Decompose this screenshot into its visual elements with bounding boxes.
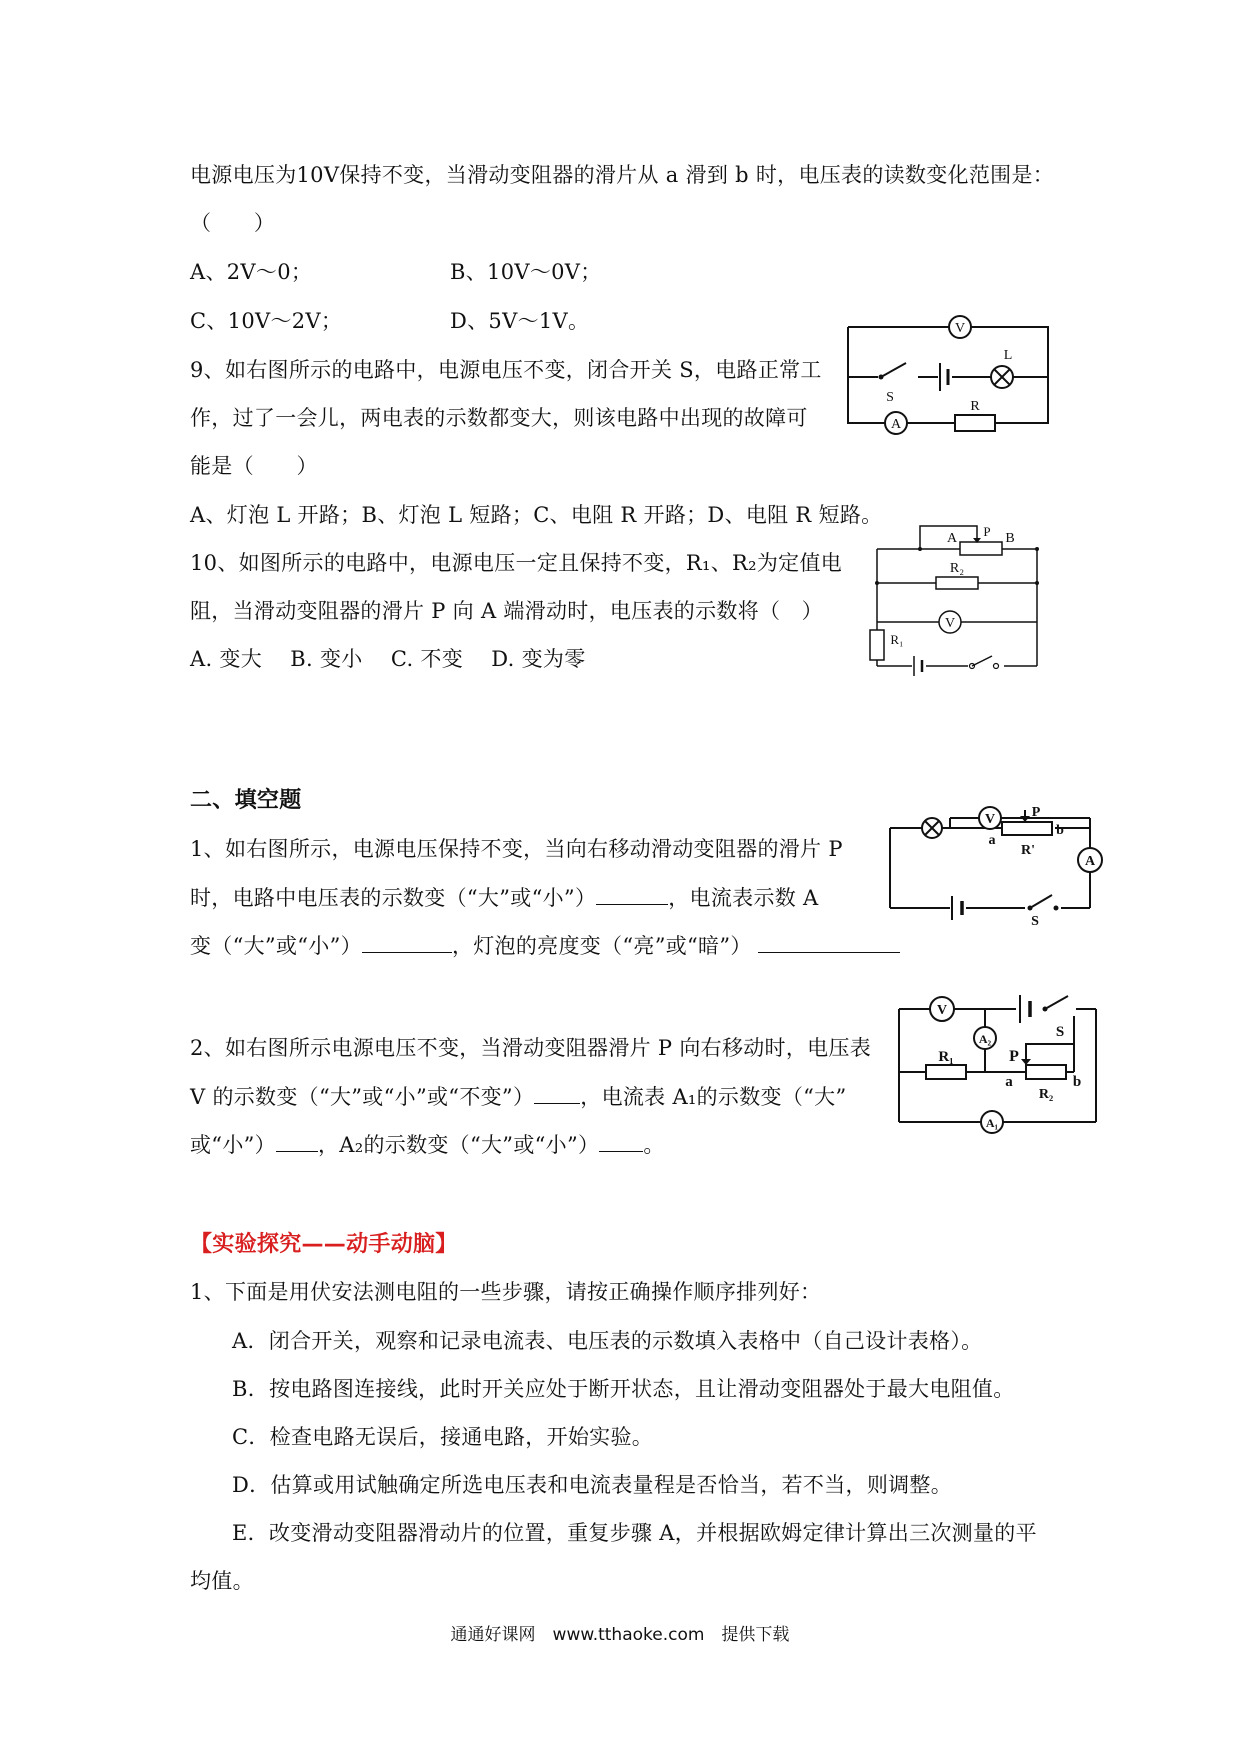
q10-r1-label: R₁ <box>890 632 904 647</box>
s2q2-line3-part3: 。 <box>643 1133 665 1157</box>
s3-step-b: B．按电路图连接线，此时开关应处于断开状态，且让滑动变阻器处于最大电阻值。 <box>232 1377 1015 1401</box>
s2q1-voltmeter-label: V <box>984 812 996 827</box>
s2q1-end-a-label: a <box>988 833 996 848</box>
s2q2-r2-label: R₂ <box>1038 1087 1054 1102</box>
s2q1-blank-brightness[interactable] <box>758 930 900 953</box>
s3-step-c: C．检查电路无误后，接通电路，开始实验。 <box>232 1425 654 1449</box>
q10-circuit-diagram <box>872 518 1042 670</box>
q8-option-a: A、2V～0； <box>190 260 313 284</box>
q8-option-b: B、10V～0V； <box>450 260 602 284</box>
q9-voltmeter-label: V <box>954 321 966 336</box>
section3-heading: 【实验探究——动手动脑】 <box>190 1232 458 1257</box>
q9-stem-line2: 作，过了一会儿，两电表的示数都变大，则该电路中出现的故障可 <box>190 406 808 430</box>
s2q2-a2-label: A₂ <box>978 1032 992 1046</box>
s2q1-slider-label: P <box>1031 805 1041 820</box>
s2q2-circuit-diagram <box>896 994 1100 1144</box>
s2q2-line2 <box>190 1081 847 1112</box>
q10-options: A. 变大 B. 变小 C. 不变 D. 变为零 <box>190 647 586 671</box>
q9-circuit-diagram <box>848 315 1048 435</box>
q10-rheostat-end-b-label: B <box>1005 531 1015 546</box>
q8-stem: 电源电压为10V保持不变，当滑动变阻器的滑片从 a 滑到 b 时，电压表的读数变化范围是： <box>190 163 1055 187</box>
s2q1-blank-voltmeter[interactable] <box>596 882 668 905</box>
q8-option-d: D、5V～1V。 <box>450 309 590 333</box>
q10-r2-label: R₂ <box>949 561 965 576</box>
s3-step-e: E．改变滑动变阻器滑动片的位置，重复步骤 A，并根据欧姆定律计算出三次测量的平 <box>232 1521 1037 1545</box>
section2-heading: 二、填空题 <box>190 788 302 813</box>
q8-option-c: C、10V～2V； <box>190 309 343 333</box>
s2q2-slider-label: P <box>1009 1048 1019 1065</box>
s2q1-circuit-diagram <box>880 798 1106 928</box>
s2q2-line3-part1: 或“小”） <box>190 1133 276 1157</box>
s2q1-switch-label: S <box>1031 914 1039 929</box>
q9-stem-line1: 9、如右图所示的电路中，电源电压不变，闭合开关 S，电路正常工 <box>190 358 822 382</box>
q10-slider-label: P <box>983 524 991 539</box>
s2q2-blank-a1[interactable] <box>276 1129 318 1152</box>
s3-intro: 1、下面是用伏安法测电阻的一些步骤，请按正确操作顺序排列好： <box>190 1280 822 1304</box>
q10-voltmeter-label: V <box>944 616 956 631</box>
s2q1-line2 <box>190 882 819 913</box>
s2q2-line1: 2、如右图所示电源电压不变，当滑动变阻器滑片 P 向右移动时，电压表 <box>190 1036 872 1060</box>
s2q1-rheostat-label: R' <box>1021 843 1035 858</box>
s2q1-end-b-label: b <box>1056 823 1064 838</box>
s2q1-line3-part2: ，灯泡的亮度变（“亮”或“暗”） <box>451 934 752 958</box>
s2q1-line3-part1: 变（“大”或“小”） <box>190 934 362 958</box>
s2q2-end-a-label: a <box>1005 1074 1013 1090</box>
s2q2-blank-voltmeter[interactable] <box>534 1081 580 1104</box>
q8-answer-bracket: （ ） <box>190 211 276 235</box>
s2q1-ammeter-label: A <box>1084 854 1096 869</box>
s2q2-switch-label: S <box>1055 1024 1065 1040</box>
s2q1-line2-part2: ，电流表示数 A <box>668 886 819 910</box>
q9-lamp-label: L <box>1003 348 1013 363</box>
s2q2-end-b-label: b <box>1072 1074 1082 1090</box>
s2q2-line3-part2: ，A₂的示数变（“大”或“小”） <box>317 1133 600 1157</box>
s2q1-line2-part1: 时，电路中电压表的示数变（“大”或“小”） <box>190 886 597 910</box>
s2q2-line2-part2: ，电流表 A₁的示数变（“大” <box>580 1085 847 1109</box>
s2q2-line3 <box>190 1129 665 1160</box>
s2q1-blank-ammeter[interactable] <box>362 930 452 953</box>
s2q1-line3 <box>190 930 900 961</box>
s3-step-d: D．估算或用试触确定所选电压表和电流表量程是否恰当，若不当，则调整。 <box>232 1473 953 1497</box>
q9-stem-line3: 能是（ ） <box>190 454 318 478</box>
s2q2-blank-a2[interactable] <box>599 1129 643 1152</box>
s2q2-voltmeter-label: V <box>936 1003 948 1018</box>
s2q2-line2-part1: V 的示数变（“大”或“小”或“不变”） <box>190 1085 535 1109</box>
s3-step-e-cont: 均值。 <box>190 1569 254 1593</box>
q9-ammeter-label: A <box>890 417 902 432</box>
q10-rheostat-end-a-label: A <box>946 531 958 546</box>
s3-step-a: A．闭合开关，观察和记录电流表、电压表的示数填入表格中（自己设计表格）。 <box>232 1329 983 1353</box>
q9-resistor-label: R <box>970 399 980 414</box>
page-footer: 通通好课网 www.tthaoke.com 提供下载 <box>450 1625 790 1645</box>
q10-stem-line2: 阻，当滑动变阻器的滑片 P 向 A 端滑动时，电压表的示数将（ ） <box>190 599 823 623</box>
q9-switch-label: S <box>886 390 894 405</box>
q9-options: A、灯泡 L 开路；B、灯泡 L 短路；C、电阻 R 开路；D、电阻 R 短路。 <box>190 503 883 527</box>
q10-stem-line1: 10、如图所示的电路中，电源电压一定且保持不变，R₁、R₂为定值电 <box>190 551 843 575</box>
s2q1-line1: 1、如右图所示，电源电压保持不变，当向右移动滑动变阻器的滑片 P <box>190 837 843 861</box>
s2q2-a1-label: A₁ <box>985 1116 999 1130</box>
s2q2-r1-label: R₁ <box>938 1049 954 1065</box>
